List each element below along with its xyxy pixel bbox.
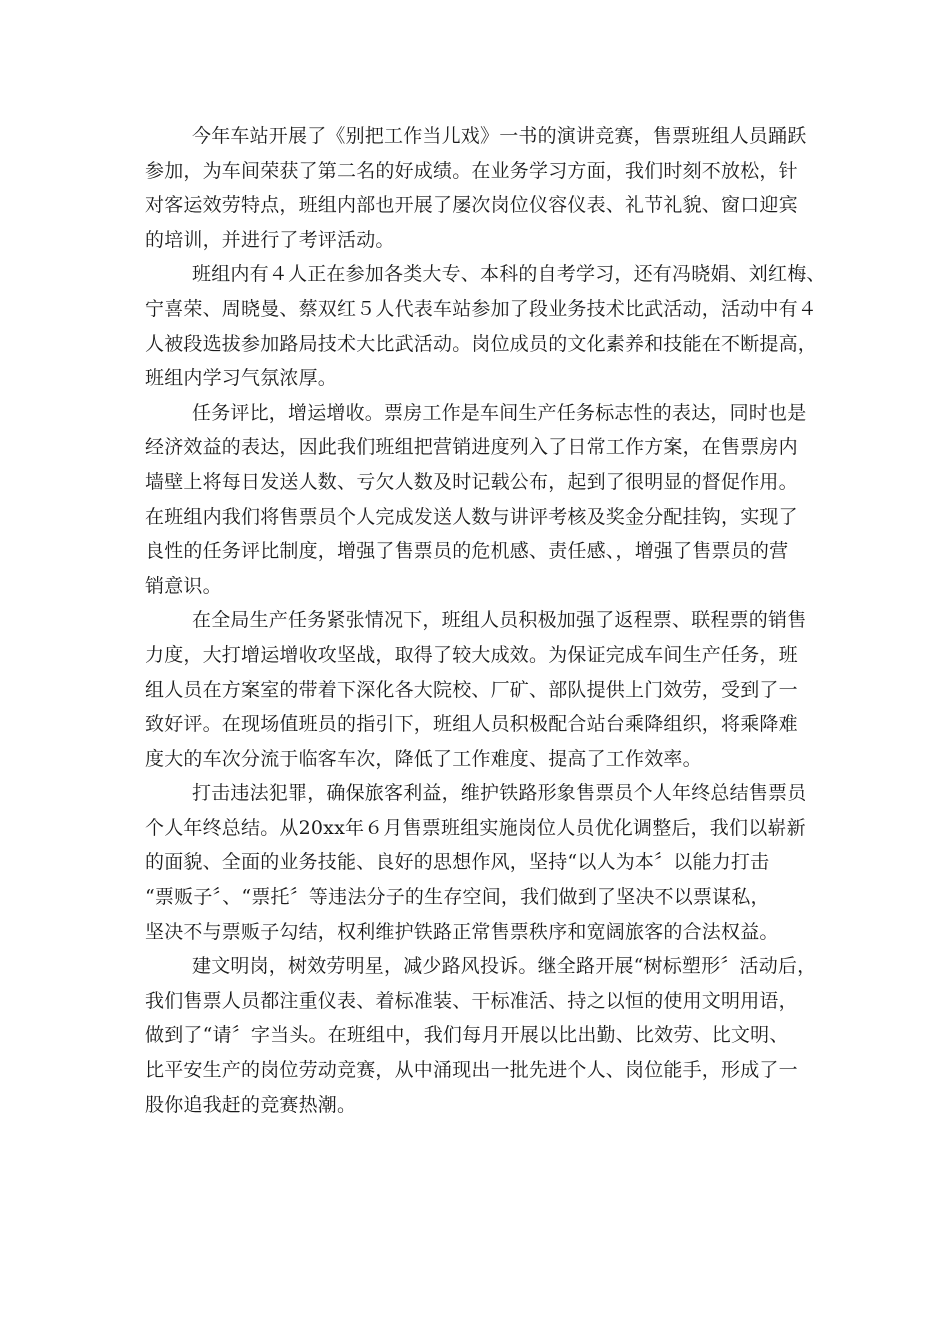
paragraph-line: 良性的任务评比制度，增强了售票员的危机感、责任感、，增强了售票员的营 bbox=[145, 540, 789, 563]
paragraph-line: 坚决不与票贩子勾结，权利维护铁路正常售票秩序和宽阔旅客的合法权益。 bbox=[145, 920, 779, 943]
paragraph-line: 对客运效劳特点，班组内部也开展了屡次岗位仪容仪表、礼节礼貌、窗口迎宾 bbox=[145, 194, 798, 217]
paragraph-line: 力度，大打增运增收攻坚战，取得了较大成效。为保证完成车间生产任务，班 bbox=[145, 643, 798, 666]
paragraph-1 bbox=[145, 119, 825, 257]
paragraph-line: 致好评。在现场值班员的指引下，班组人员积极配合站台乘降组织，将乘降难 bbox=[145, 713, 798, 736]
paragraph-line: 在全局生产任务紧张情况下，班组人员积极加强了返程票、联程票的销售 bbox=[192, 609, 807, 632]
paragraph-line: 任务评比，增运增收。票房工作是车间生产任务标志性的表达，同时也是 bbox=[192, 401, 807, 424]
paragraph-line: 经济效益的表达，因此我们班组把营销进度列入了日常工作方案，在售票房内 bbox=[145, 436, 798, 459]
paragraph-line: 今年车站开展了《别把工作当儿戏》一书的演讲竞赛，售票班组人员踊跃 bbox=[192, 125, 807, 147]
paragraph-line: 墙壁上将每日发送人数、亏欠人数及时记载公布，起到了很明显的督促作用。 bbox=[145, 470, 798, 493]
paragraph-6 bbox=[145, 949, 825, 1122]
paragraph-line: 人被段选拔参加路局技术大比武活动。岗位成员的文化素养和技能在不断提高， bbox=[145, 332, 818, 355]
paragraph-line: “票贩子〞、“票托〞等违法分子的生存空间，我们做到了坚决不以票谋私， bbox=[145, 886, 770, 909]
paragraph-line: 在班组内我们将售票员个人完成发送人数与讲评考核及奖金分配挂钩，实现了 bbox=[145, 505, 798, 528]
paragraph-line: 的面貌、全面的业务技能、良好的思想作风，坚持“以人为本〞以能力打击 bbox=[145, 851, 770, 874]
paragraph-line: 参加，为车间荣获了第二名的好成绩。在业务学习方面，我们时刻不放松，针 bbox=[145, 159, 798, 182]
paragraph-line: 做到了“请〞字当头。在班组中，我们每月开展以比出勤、比效劳、比文明、 bbox=[145, 1024, 789, 1047]
paragraph-line: 我们售票人员都注重仪表、着标准装、干标准活、持之以恒的使用文明用语， bbox=[145, 989, 798, 1012]
paragraph-5 bbox=[145, 776, 825, 949]
paragraph-line: 度大的车次分流于临客车次，降低了工作难度、提高了工作效率。 bbox=[145, 747, 702, 770]
paragraph-2 bbox=[145, 257, 825, 395]
paragraph-line: 个人年终总结。从20xx年６月售票班组实施岗位人员优化调整后，我们以崭新 bbox=[145, 816, 806, 839]
paragraph-line: 打击违法犯罪，确保旅客利益，维护铁路形象售票员个人年终总结售票员 bbox=[192, 782, 807, 805]
paragraph-line: 班组内有４人正在参加各类大专、本科的自考学习，还有冯晓娟、刘红梅、 bbox=[192, 263, 826, 286]
paragraph-line: 股你追我赶的竞赛热潮。 bbox=[145, 1093, 357, 1116]
paragraph-3 bbox=[145, 396, 825, 604]
paragraph-4 bbox=[145, 603, 825, 776]
document-body bbox=[145, 119, 825, 1122]
paragraph-line: 建文明岗，树效劳明星，减少路风投诉。继全路开展“树标塑形〞活动后， bbox=[192, 955, 817, 978]
paragraph-line: 比平安生产的岗位劳动竞赛，从中涌现出一批先进个人、岗位能手，形成了一 bbox=[145, 1059, 798, 1082]
paragraph-line: 销意识。 bbox=[145, 574, 222, 597]
paragraph-line: 组人员在方案室的带着下深化各大院校、厂矿、部队提供上门效劳，受到了一 bbox=[145, 678, 798, 701]
paragraph-line: 班组内学习气氛浓厚。 bbox=[145, 367, 338, 390]
paragraph-line: 宁喜荣、周晓曼、蔡双红５人代表车站参加了段业务技术比武活动，活动中有４ bbox=[145, 297, 818, 320]
paragraph-line: 的培训，并进行了考评活动。 bbox=[145, 228, 395, 251]
